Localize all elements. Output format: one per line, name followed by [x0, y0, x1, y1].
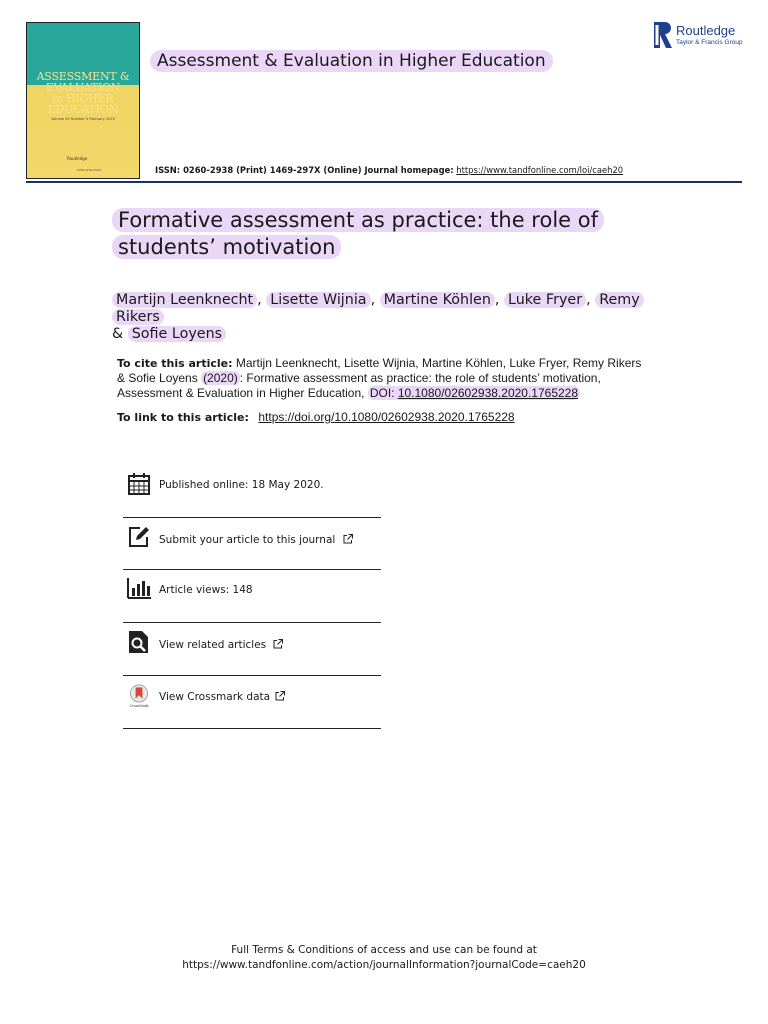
external-link-icon [273, 639, 283, 649]
submit-article-item[interactable] [123, 520, 381, 572]
published-online-item [123, 466, 381, 518]
info-divider [123, 569, 381, 570]
cover-small-text: ISSN 0260-2938 [77, 168, 102, 172]
submit-article-label[interactable] [159, 534, 353, 546]
related-articles-item[interactable] [123, 625, 381, 677]
author-name[interactable]: Martine Köhlen [380, 292, 495, 308]
brand-name: Routledge [676, 23, 736, 38]
bar-chart-icon [127, 576, 151, 600]
journal-name[interactable]: Assessment & Evaluation in Higher Education [150, 50, 553, 72]
routledge-logo [654, 22, 750, 52]
author-name[interactable]: Luke Fryer [504, 292, 586, 308]
footer [0, 943, 768, 973]
doi-label: DOI: [369, 386, 395, 400]
related-articles-text[interactable]: View related articles [159, 639, 267, 651]
citation-journal: Assessment & Evaluation in Higher Education, [117, 386, 365, 400]
article-title-line[interactable]: students’ motivation [112, 235, 341, 259]
cover-title-line: EVALUATION [45, 81, 121, 94]
author-name[interactable]: Remy Rikers [112, 292, 644, 325]
info-divider [123, 517, 381, 518]
author-separator: , [370, 292, 376, 308]
issn-line [155, 165, 623, 175]
cover-title [31, 71, 135, 115]
link-label: To link to this article: [117, 411, 249, 424]
journal-homepage-link[interactable]: https://www.tandfonline.com/loi/caeh20 [456, 165, 624, 175]
article-title-line[interactable]: Formative assessment as practice: the role of [112, 208, 604, 232]
crossmark-icon-text: CrossMark [129, 704, 149, 708]
cover-title-line: ASSESSMENT & [36, 70, 130, 83]
citation-doi-wrap[interactable] [368, 386, 580, 400]
external-link-icon [343, 534, 353, 544]
author-name[interactable]: Martijn Leenknecht [112, 292, 257, 308]
author-and: & [112, 326, 124, 342]
citation-label: To cite this article: [117, 357, 233, 370]
published-online-text: Published online: 18 May 2020. [159, 479, 324, 491]
author-separator: , [494, 292, 500, 308]
article-views-text: Article views: 148 [159, 584, 253, 596]
crossmark-label[interactable] [159, 691, 285, 703]
journal-cover [26, 22, 140, 179]
citation-rest: : Formative assessment as practice: the role of students’ motivation, [239, 371, 601, 385]
crossmark-text[interactable]: View Crossmark data [159, 691, 271, 703]
citation-authors-2: & Sofie Loyens [117, 371, 198, 385]
crossmark-item[interactable] [123, 678, 381, 730]
footer-terms-link[interactable]: https://www.tandfonline.com/action/journalInformation?journalCode=caeh20 [182, 959, 586, 971]
issn-text: ISSN: 0260-2938 (Print) 1469-297X (Online) Journal homepage: [155, 165, 454, 175]
crossmark-icon [127, 684, 151, 708]
info-divider [123, 728, 381, 729]
article-doi-link[interactable]: https://doi.org/10.1080/02602938.2020.1765228 [258, 410, 515, 424]
citation-block [117, 356, 657, 401]
external-link-icon [275, 691, 285, 701]
cover-subtitle: Volume 45 Number 5 February 2020 [51, 117, 115, 121]
author-list [112, 292, 672, 343]
brand-tagline: Taylor & Francis Group [676, 39, 743, 46]
article-title[interactable] [112, 207, 632, 261]
related-articles-label[interactable] [159, 639, 283, 651]
document-search-icon [127, 630, 151, 654]
submit-article-text[interactable]: Submit your article to this journal [159, 534, 336, 546]
info-divider [123, 675, 381, 676]
author-separator: , [586, 292, 591, 308]
cover-publisher: Routledge [67, 156, 88, 161]
calendar-icon [127, 472, 151, 496]
cover-title-line: EDUCATION [47, 103, 119, 116]
cover-title-line: in HIGHER [52, 92, 114, 105]
header-rule [26, 181, 742, 183]
article-link-row [117, 410, 515, 424]
doi-link[interactable]: 10.1080/02602938.2020.1765228 [397, 386, 579, 400]
author-name[interactable]: Sofie Loyens [128, 326, 226, 342]
author-separator: , [257, 292, 262, 308]
article-views-item [123, 572, 381, 624]
author-name[interactable]: Lisette Wijnia [266, 292, 370, 308]
footer-terms-text: Full Terms & Conditions of access and use can be found at [231, 944, 537, 956]
citation-year: (2020) [203, 371, 238, 385]
edit-icon [127, 525, 151, 549]
routledge-r-icon [654, 22, 672, 48]
citation-authors: Martijn Leenknecht, Lisette Wijnia, Martine Köhlen, Luke Fryer, Remy Rikers [235, 356, 642, 370]
info-divider [123, 622, 381, 623]
